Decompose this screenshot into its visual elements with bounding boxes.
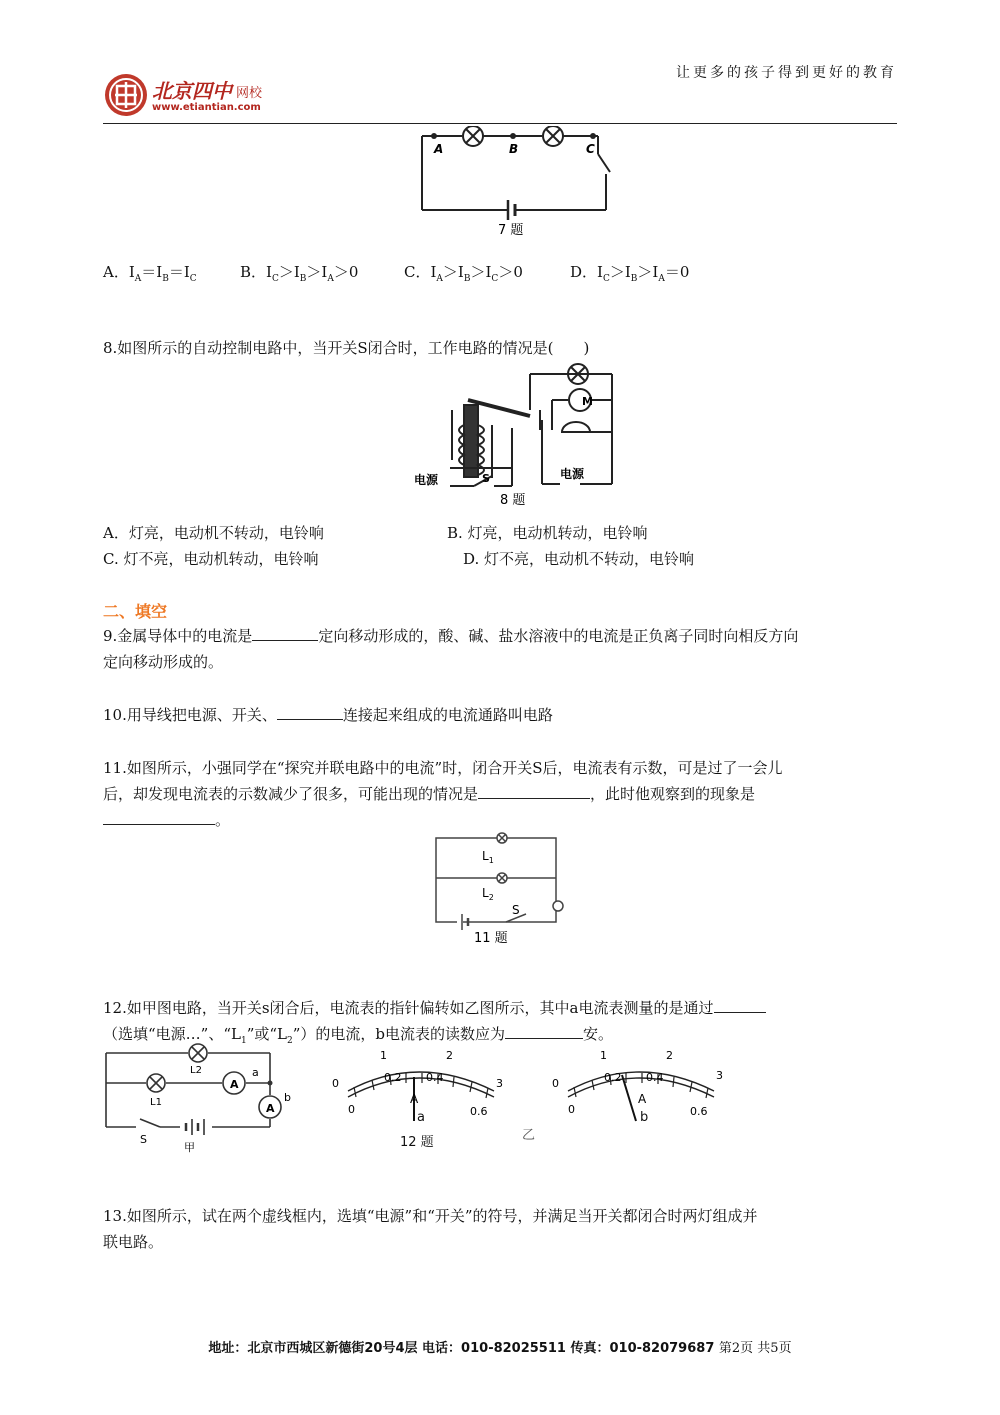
q8-motor-label: M xyxy=(582,395,593,408)
q12-ammeter-b-label: A xyxy=(266,1102,275,1115)
q8-relay-circuit-figure xyxy=(412,360,627,510)
q7-label-a: A xyxy=(434,142,444,156)
q11-blank-2[interactable] xyxy=(103,808,215,825)
q7-circuit-figure xyxy=(410,126,625,238)
q11-caption: 11 题 xyxy=(474,931,508,946)
meter-b-bottom-0: 0 xyxy=(568,1103,575,1116)
q11-l1-label: $L_1$ xyxy=(482,849,494,865)
meter-a-end-3: 3 xyxy=(496,1077,503,1090)
q7-option-c: C．$I_A>I_B>I_C>0$ xyxy=(404,263,523,284)
q12-node-b: b xyxy=(284,1091,291,1104)
q8-option-b: B. 灯亮，电动机转动，电铃响 xyxy=(447,524,648,542)
q12-switch-label: S xyxy=(140,1133,147,1146)
q9-blank[interactable] xyxy=(252,624,318,641)
q10-blank[interactable] xyxy=(277,703,343,720)
q7-label-b: B xyxy=(509,142,519,156)
q10-text: 10.用导线把电源、开关、 连接起来组成的电流通路叫电路 xyxy=(103,703,553,728)
q11-line3: 。 xyxy=(103,808,230,833)
q12-jia-label: 甲 xyxy=(184,1141,195,1154)
q12-meter-b-figure xyxy=(546,1043,731,1125)
q12-node-a: a xyxy=(252,1066,259,1079)
q11-blank-1[interactable] xyxy=(478,782,590,799)
meter-a-top-1: 1 xyxy=(380,1049,387,1062)
q8-switch-label: S xyxy=(482,472,490,485)
meter-b-top-2: 2 xyxy=(666,1049,673,1062)
meter-a-bottom-02: 0.2 xyxy=(384,1071,402,1084)
q12-caption: 12 题 xyxy=(400,1135,434,1150)
q12-blank-1[interactable] xyxy=(714,996,766,1013)
q12-blank-2[interactable] xyxy=(505,1022,583,1039)
q7-option-d: D．$I_C>I_B>I_A=0$ xyxy=(570,263,690,284)
q13-line2: 联电路。 xyxy=(103,1233,164,1251)
meter-b-end-3: 3 xyxy=(716,1069,723,1082)
meter-a-end-0: 0 xyxy=(332,1077,339,1090)
meter-b-pointer-label: A xyxy=(638,1092,647,1106)
q9-line1: 9.金属导体中的电流是 定向移动形成的，酸、碱、盐水溶液中的电流是正负离子同时向相反方向 xyxy=(103,624,798,649)
q11-l2-label: $L_2$ xyxy=(482,886,494,902)
meter-a-bottom-0: 0 xyxy=(348,1103,355,1116)
section-fill-blank-title: 二、填空 xyxy=(103,602,168,621)
q12-l1-label: L1 xyxy=(150,1097,162,1108)
q12-l2-label: L2 xyxy=(190,1065,202,1076)
q7-option-b: B．$I_C>I_B>I_A>0$ xyxy=(240,263,359,284)
footer-page-number: 第2页 共5页 xyxy=(718,1341,792,1356)
q12-ammeter-a-label: A xyxy=(230,1078,239,1091)
q7-option-a: A．$I_A=I_B=I_C$ xyxy=(103,263,197,284)
footer-address: 地址：北京市西城区新德街20号4层 电话：010-82025511 传真：010-82079687 xyxy=(208,1341,715,1356)
q8-power-right: 电源 xyxy=(560,467,585,481)
logo-name: 北京四中 xyxy=(152,79,232,103)
q8-stem: 8.如图所示的自动控制电路中，当开关S闭合时，工作电路的情况是( ) xyxy=(103,339,590,357)
q12-yi-label: 乙 xyxy=(522,1128,536,1143)
meter-a-bottom-04: 0.4 xyxy=(426,1071,444,1084)
q8-option-a: A．灯亮，电动机不转动，电铃响 xyxy=(103,524,324,542)
q8-caption: 8 题 xyxy=(500,493,526,508)
q11-switch-label: S xyxy=(512,903,520,917)
meter-b-letter: b xyxy=(640,1110,649,1125)
meter-a-top-2: 2 xyxy=(446,1049,453,1062)
q7-caption: 7 题 xyxy=(498,223,524,238)
page-footer xyxy=(0,1337,1000,1356)
logo-url: www.etiantian.com xyxy=(152,102,261,113)
meter-b-bottom-02: 0.2 xyxy=(604,1071,622,1084)
q8-power-left: 电源 xyxy=(414,473,439,487)
logo-net-label: 网校 xyxy=(236,86,263,101)
meter-b-bottom-04: 0.4 xyxy=(646,1071,664,1084)
q8-option-c: C. 灯不亮，电动机转动，电铃响 xyxy=(103,550,319,568)
q11-parallel-circuit-figure xyxy=(430,830,570,948)
q12-jia-circuit-figure xyxy=(100,1043,300,1155)
q11-line1: 11.如图所示，小强同学在“探究并联电路中的电流”时，闭合开关S后，电流表有示数，可是过了一会儿 xyxy=(103,759,783,777)
school-logo-icon xyxy=(103,72,149,118)
meter-b-end-0: 0 xyxy=(552,1077,559,1090)
meter-a-bottom-06: 0.6 xyxy=(470,1105,488,1118)
meter-a-pointer-label: A xyxy=(410,1092,419,1106)
q9-line2: 定向移动形成的。 xyxy=(103,653,224,671)
q11-line2: 后，却发现电流表的示数减少了很多，可能出现的情况是 ，此时他观察到的现象是 xyxy=(103,782,755,807)
q12-line2: （选填“电源…”、“$L_1$”或“$L_2$”）的电流，b电流表的读数应为 安。 xyxy=(103,1022,613,1054)
q8-option-d: D. 灯不亮，电动机不转动，电铃响 xyxy=(463,550,695,568)
q7-label-c: C xyxy=(586,142,595,156)
meter-a-letter: a xyxy=(417,1110,425,1125)
meter-b-bottom-06: 0.6 xyxy=(690,1105,708,1118)
meter-b-top-1: 1 xyxy=(600,1049,607,1062)
header-slogan: 让更多的孩子得到更好的教育 xyxy=(676,65,897,81)
q13-line1: 13.如图所示，试在两个虚线框内，选填“电源”和“开关”的符号，并满足当开关都闭合时两灯组成并 xyxy=(103,1207,758,1225)
header-divider xyxy=(103,123,897,124)
q12-line1: 12.如甲图电路，当开关s闭合后，电流表的指针偏转如乙图所示，其中a电流表测量的是通过 xyxy=(103,996,766,1021)
